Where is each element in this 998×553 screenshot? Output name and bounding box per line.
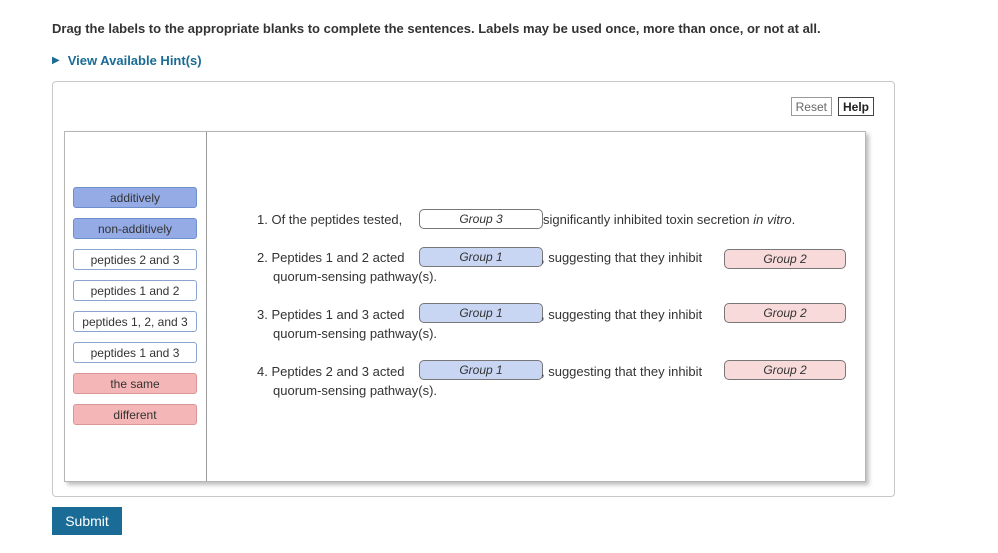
sentence-1-blank-1[interactable]: Group 3 xyxy=(419,209,543,229)
label-additively[interactable]: additively xyxy=(73,187,197,208)
sentence-2-blank-2[interactable]: Group 2 xyxy=(724,249,846,269)
label-peptides-1-and-3[interactable]: peptides 1 and 3 xyxy=(73,342,197,363)
label-non-additively[interactable]: non-additively xyxy=(73,218,197,239)
sentence-2-middle: , suggesting that they inhibit xyxy=(541,250,703,265)
sentence-3-middle: , suggesting that they inhibit xyxy=(541,307,703,322)
sentence-4-blank-1[interactable]: Group 1 xyxy=(419,360,543,380)
view-hints-link[interactable] xyxy=(52,53,202,68)
sentence-4-line2: quorum-sensing pathway(s). xyxy=(273,383,438,398)
help-button[interactable]: Help xyxy=(838,97,874,116)
sentence-4-prefix: 4. Peptides 2 and 3 acted xyxy=(257,364,405,379)
label-peptides-2-and-3[interactable]: peptides 2 and 3 xyxy=(73,249,197,270)
triangle-right-icon: ▶ xyxy=(52,55,60,66)
question-panel xyxy=(52,81,895,497)
sentence-3-blank-1[interactable]: Group 1 xyxy=(419,303,543,323)
sentence-3-blank-2[interactable]: Group 2 xyxy=(724,303,846,323)
hint-label: View Available Hint(s) xyxy=(67,53,202,68)
label-different[interactable]: different xyxy=(73,404,197,425)
sentence-1-text: significantly inhibited toxin secretion in vitro. xyxy=(543,212,796,227)
label-peptides-1-2-and-3[interactable]: peptides 1, 2, and 3 xyxy=(73,311,197,332)
label-bank xyxy=(65,132,207,481)
sentence-2-blank-1[interactable]: Group 1 xyxy=(419,247,543,267)
instructions-text: Drag the labels to the appropriate blanks to complete the sentences. Labels may be used once, more than once, or not at all. xyxy=(52,21,821,36)
sentence-4-blank-2[interactable]: Group 2 xyxy=(724,360,846,380)
submit-button[interactable]: Submit xyxy=(52,507,122,535)
sentence-1-prefix: 1. Of the peptides tested, xyxy=(257,212,403,227)
sentence-3-prefix: 3. Peptides 1 and 3 acted xyxy=(257,307,405,322)
sentence-2-prefix: 2. Peptides 1 and 2 acted xyxy=(257,250,405,265)
sentence-4-middle: , suggesting that they inhibit xyxy=(541,364,703,379)
label-peptides-1-and-2[interactable]: peptides 1 and 2 xyxy=(73,280,197,301)
label-the-same[interactable]: the same xyxy=(73,373,197,394)
drag-drop-area xyxy=(64,131,866,482)
sentence-2-line2: quorum-sensing pathway(s). xyxy=(273,269,438,284)
sentence-3-line2: quorum-sensing pathway(s). xyxy=(273,326,438,341)
reset-button[interactable]: Reset xyxy=(791,97,832,116)
